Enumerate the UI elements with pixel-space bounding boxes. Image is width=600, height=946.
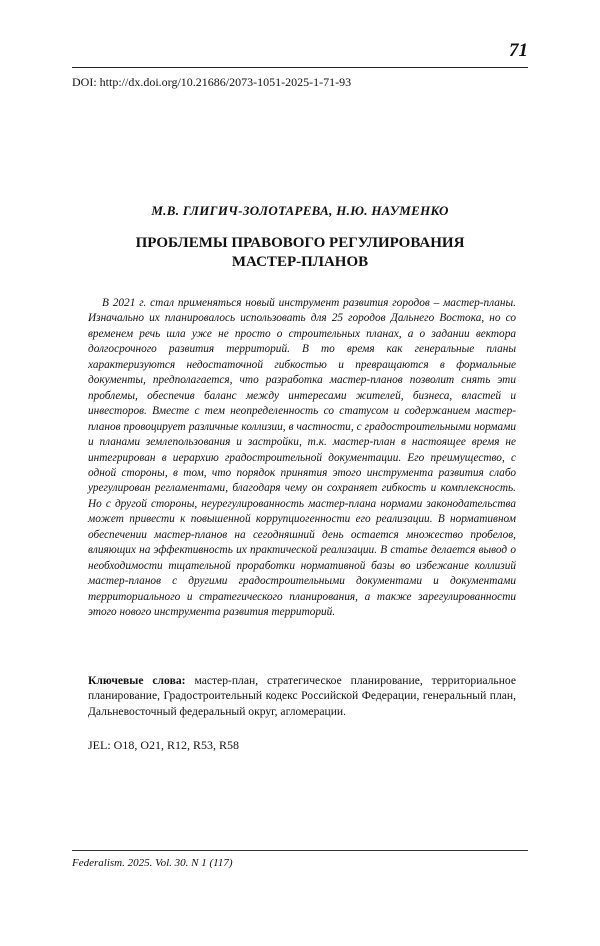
header-rule (72, 67, 528, 68)
title-line-1: ПРОБЛЕМЫ ПРАВОВОГО РЕГУЛИРОВАНИЯ (135, 235, 465, 251)
page-number: 71 (509, 40, 528, 61)
keywords-label: Ключевые слова: (88, 674, 186, 687)
title-line-2: МАСТЕР-ПЛАНОВ (231, 254, 369, 270)
article-authors: М.В. ГЛИГИЧ-ЗОЛОТАРЕВА, Н.Ю. НАУМЕНКО (151, 203, 449, 218)
footer-rule (72, 850, 528, 851)
keywords-block (88, 673, 516, 719)
keywords-text: мастер-план, стратегическое планирование, территориальное планирование, Градостроительный кодекс Российской Федерации, генеральный план, Дальневосточный федеральный округ, агломерации. (88, 674, 517, 718)
article-abstract: В 2021 г. стал применяться новый инструмент развития городов – мастер-планы. Изначально их планировалось использовать для 25 городов Дальнего Востока, но со временем речь шла уже не просто о строительных планах, а о задании вектора долгосрочного развития территорий. В то время как генеральные планы характеризуются недостаточной гибкостью и превращаются в формальные документы, предполагается, что разработка мастер-планов позволит снять эти проблемы, обеспечив баланс между интересами жителей, бизнеса, властей и инвесторов. Вместе с тем неопределенность со статусом и содержанием мастер-планов провоцирует различные коллизии, в частности, с градостроительными нормами и планами землепользования и застройки, т.к. мастер-план в настоящее время не интегрирован в иерархию градостроительной документации. Его преимущество, с одной стороны, в том, что порядок принятия этого инструмента развития слабо урегулирован регламентами, благодаря чему он сохраняет гибкость и комплексность. Но с другой стороны, неурегулированность мастер-плана нормами законодательства может привести к повышенной коррупциогенности его реализации. В нормативном обеспечении мастер-планов на сегодняшний день остается множество пробелов, влияющих на эффективность их практической реализации. В статье делается вывод о необходимости тщательной проработки нормативной базы во избежание коллизий мастер-планов с другими градостроительными документами и документами территориального и стратегического планирования, а также зарегулированности этого нового инструмента развития территорий. (88, 297, 516, 619)
journal-citation: Federalism. 2025. Vol. 30. N 1 (117) (72, 857, 233, 869)
jel-codes: JEL: O18, O21, R12, R53, R58 (88, 738, 240, 752)
article-title (72, 234, 528, 272)
doi-line[interactable]: DOI: http://dx.doi.org/10.21686/2073-1051-2025-1-71-93 (72, 75, 352, 89)
